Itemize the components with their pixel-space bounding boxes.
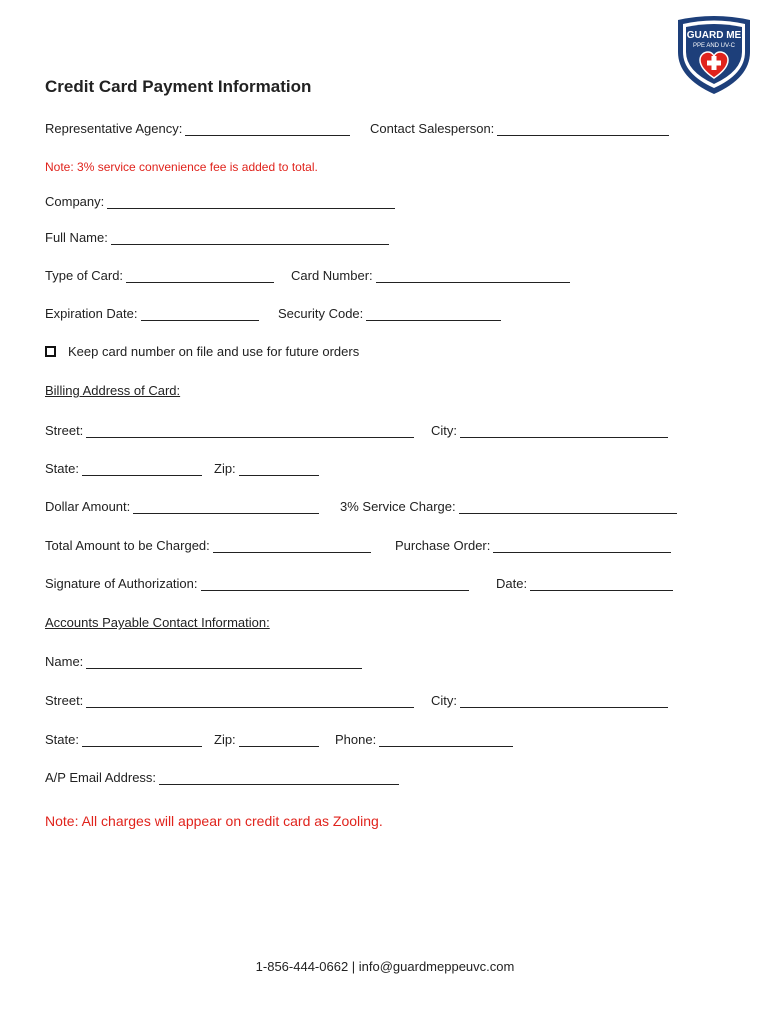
ap-name-field[interactable] [45, 654, 362, 669]
ap-zip-line[interactable] [239, 734, 319, 747]
ap-state-field[interactable] [45, 732, 202, 747]
billing-city-field[interactable] [431, 423, 668, 438]
card-number-label: Card Number: [291, 268, 373, 283]
dollar-amount-label: Dollar Amount: [45, 499, 131, 514]
card-number-field[interactable] [291, 268, 570, 283]
signature-label: Signature of Authorization: [45, 576, 198, 591]
total-amount-field[interactable] [45, 538, 371, 553]
ap-city-line[interactable] [460, 695, 668, 708]
date-line[interactable] [530, 578, 673, 591]
ap-street-line[interactable] [86, 695, 414, 708]
charges-note: Note: All charges will appear on credit card as Zooling. [45, 813, 383, 829]
expiration-date-label: Expiration Date: [45, 306, 138, 321]
guard-me-logo [672, 14, 756, 96]
date-field[interactable] [496, 576, 673, 591]
ap-state-line[interactable] [82, 734, 202, 747]
representative-agency-field[interactable] [45, 121, 350, 136]
dollar-amount-field[interactable] [45, 499, 319, 514]
billing-street-field[interactable] [45, 423, 414, 438]
contact-salesperson-field[interactable] [370, 121, 669, 136]
service-charge-field[interactable] [340, 499, 677, 514]
keep-card-checkbox-row[interactable] [45, 344, 359, 359]
security-code-line[interactable] [366, 308, 501, 321]
company-field[interactable] [45, 194, 395, 209]
billing-state-field[interactable] [45, 461, 202, 476]
representative-agency-line[interactable] [185, 123, 350, 136]
ap-name-label: Name: [45, 654, 84, 669]
type-of-card-line[interactable] [126, 270, 274, 283]
date-label: Date: [496, 576, 528, 591]
ap-phone-line[interactable] [379, 734, 513, 747]
service-charge-label: 3% Service Charge: [340, 499, 456, 514]
total-amount-line[interactable] [213, 540, 371, 553]
billing-zip-field[interactable] [214, 461, 319, 476]
ap-email-field[interactable] [45, 770, 399, 785]
type-of-card-label: Type of Card: [45, 268, 124, 283]
full-name-line[interactable] [111, 232, 389, 245]
ap-zip-label: Zip: [214, 732, 236, 747]
billing-address-heading: Billing Address of Card: [45, 383, 181, 398]
billing-zip-label: Zip: [214, 461, 236, 476]
card-number-line[interactable] [376, 270, 570, 283]
contact-salesperson-label: Contact Salesperson: [370, 121, 495, 136]
ap-zip-field[interactable] [214, 732, 319, 747]
billing-street-label: Street: [45, 423, 84, 438]
ap-city-field[interactable] [431, 693, 668, 708]
purchase-order-label: Purchase Order: [395, 538, 491, 553]
purchase-order-line[interactable] [493, 540, 671, 553]
logo-text-line1: GUARD ME [686, 30, 742, 41]
billing-city-label: City: [431, 423, 457, 438]
ap-street-label: Street: [45, 693, 84, 708]
full-name-label: Full Name: [45, 230, 108, 245]
expiration-date-line[interactable] [141, 308, 259, 321]
full-name-field[interactable] [45, 230, 389, 245]
company-line[interactable] [107, 196, 395, 209]
ap-state-label: State: [45, 732, 79, 747]
purchase-order-field[interactable] [395, 538, 671, 553]
page-title: Credit Card Payment Information [45, 77, 312, 96]
accounts-payable-heading: Accounts Payable Contact Information: [45, 615, 270, 630]
fee-note: Note: 3% service convenience fee is added to total. [45, 160, 318, 174]
service-charge-line[interactable] [459, 501, 677, 514]
type-of-card-field[interactable] [45, 268, 274, 283]
contact-salesperson-line[interactable] [497, 123, 669, 136]
ap-phone-field[interactable] [335, 732, 513, 747]
billing-zip-line[interactable] [239, 463, 319, 476]
ap-street-field[interactable] [45, 693, 414, 708]
dollar-amount-line[interactable] [133, 501, 319, 514]
representative-agency-label: Representative Agency: [45, 121, 183, 136]
signature-line[interactable] [201, 578, 469, 591]
keep-card-checkbox-label: Keep card number on file and use for future orders [68, 344, 360, 359]
ap-email-label: A/P Email Address: [45, 770, 157, 785]
keep-card-checkbox[interactable] [45, 346, 56, 357]
billing-street-line[interactable] [86, 425, 414, 438]
footer-contact: 1-856-444-0662 | info@guardmeppeuvc.com [255, 959, 515, 974]
security-code-field[interactable] [278, 306, 501, 321]
security-code-label: Security Code: [278, 306, 364, 321]
billing-city-line[interactable] [460, 425, 668, 438]
ap-city-label: City: [431, 693, 457, 708]
billing-state-line[interactable] [82, 463, 202, 476]
logo-text-line2: PPE AND UV-C [692, 43, 736, 49]
ap-name-line[interactable] [86, 656, 362, 669]
ap-email-line[interactable] [159, 772, 399, 785]
company-label: Company: [45, 194, 105, 209]
signature-field[interactable] [45, 576, 469, 591]
expiration-date-field[interactable] [45, 306, 259, 321]
ap-phone-label: Phone: [335, 732, 377, 747]
total-amount-label: Total Amount to be Charged: [45, 538, 210, 553]
billing-state-label: State: [45, 461, 79, 476]
